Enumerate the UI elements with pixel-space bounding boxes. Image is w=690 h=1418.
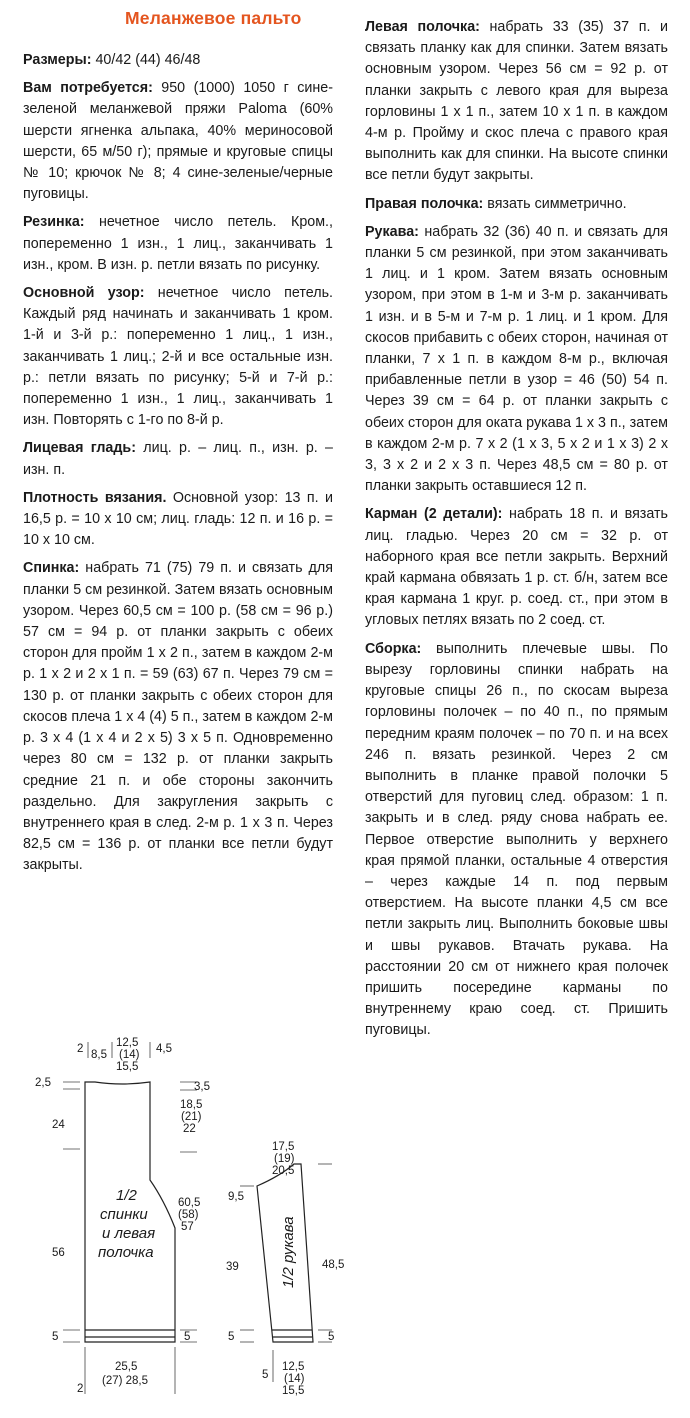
dim-label: 3,5	[194, 1081, 210, 1093]
section-stockinette	[23, 438, 333, 480]
dim-label: 20,5	[272, 1165, 295, 1177]
dim-label: 12,5	[282, 1361, 305, 1373]
section-text: лиц. р. – лиц. п., изн. р. – изн. п.	[23, 440, 333, 478]
dim-label: 56	[52, 1247, 65, 1259]
dim-label: 39	[226, 1261, 239, 1273]
section-gauge	[23, 488, 333, 552]
section-text: выполнить плечевые швы. По вырезу горловины спинки набрать на круговые спицы 26 п., по скосам выреза горловины полочек – по 40 п., по прямым передним краям полочек – по 70 п. и на всех 246 п. вязать резинкой. Через 2 см выполнить в планке правой полочки 5 отверстий для пуговиц след. образом: 1 п. закрыть и в след. ряду снова набрать ее. Первое отверстие выполнить у верхнего края прямой планки, остальные 4 отверстия – через каждые 14 п. под первым отверстием. На высоте планки 4,5 см все петли закрыть лиц. Выполнить боковые швы и швы рукавов. Втачать рукава. На расстоянии 20 см от нижнего края полочек пришить посередине карманы по внутреннему краю соед. ст. Пришить пуговицы.	[365, 640, 668, 1039]
section-text: вязать симметрично.	[483, 195, 627, 212]
dim-label: 5	[262, 1369, 269, 1381]
dim-label: (19)	[274, 1153, 295, 1165]
section-sleeves	[365, 222, 668, 498]
dim-label: 5	[184, 1331, 191, 1343]
section-heading: Плотность вязания.	[23, 489, 167, 506]
left-column	[23, 50, 333, 884]
dim-label: (58)	[178, 1209, 199, 1221]
dim-label: (27) 28,5	[102, 1375, 149, 1387]
dim-label: 5	[52, 1331, 59, 1343]
section-sizes	[23, 50, 333, 71]
dim-label: 2	[77, 1043, 84, 1055]
dim-label: 5	[328, 1331, 335, 1343]
dim-label: 48,5	[322, 1259, 345, 1271]
body-dimension-lines	[63, 1042, 197, 1394]
pattern-label: спинки	[100, 1206, 148, 1223]
section-text: набрать 33 (35) 37 п. и связать планку как для спинки. Затем вязать основным узором. Через 56 см = 92 р. от планки закрыть с левого края для выреза горловины 1 х 1 п., затем 10 х 1 п. в каждом 4-м р. Пройму и скос плеча с правого края выполнить как для спинки. На высоте спинки все петли будут закрыты.	[365, 19, 668, 184]
pattern-label: 1/2	[116, 1187, 137, 1204]
dim-label: (21)	[181, 1111, 202, 1123]
section-heading: Размеры:	[23, 52, 92, 68]
section-heading: Резинка:	[23, 214, 85, 231]
dim-label: 9,5	[228, 1191, 244, 1203]
section-assembly	[365, 639, 668, 1042]
body-pattern-shape	[85, 1082, 175, 1342]
section-heading: Правая полочка:	[365, 195, 484, 212]
section-rib	[23, 212, 333, 276]
section-heading: Левая полочка:	[365, 19, 480, 35]
dim-label: 15,5	[282, 1385, 305, 1397]
section-text: набрать 32 (36) 40 п. и связать для планки 5 см резинкой, при этом заканчивать 1 лиц. и 1 кром. Затем вязать основным узором, при этом в 1-м и 3-м р. заканчивать 1 изн. и в 5-м и 7-м р. 1 лиц. и 1 кром. Для скосов прибавить с обеих сторон, начиная от планки, 7 х 1 п. в каждом 8-м р., включая прибавленные петли в узор = 46 (50) 54 п. Через 39 см = 64 р. от планки закрыть с обеих сторон для оката рукава 1 х 3 п., затем в каждом 2-м р. 7 х 2 (1 х 3, 5 х 2 и 1 х 3) 2 х 3, 3 х 2 и 2 х 3 п. Через 48,5 см = 80 р. от планки закрыть оставшиеся 12 п.	[365, 223, 668, 495]
dim-label: (14)	[284, 1373, 305, 1385]
sleeve-pattern-labels	[226, 1141, 344, 1397]
article-title: Меланжевое пальто	[125, 8, 302, 28]
dim-label: 24	[52, 1119, 65, 1131]
dim-label: 15,5	[116, 1061, 139, 1073]
dim-label: 18,5	[180, 1099, 203, 1111]
section-materials	[23, 78, 333, 205]
section-text: набрать 71 (75) 79 п. и связать для планки 5 см резинкой. Затем вязать основным узором. Через 60,5 см = 100 р. (58 см = 96 р.) 57 см = 94 р. от планки закрыть с обеих сторон для пройм 1 х 2 п., затем в каждом 2-м р. 1 х 2 и 2 х 1 п. = 59 (63) 67 п. Через 79 см = 130 р. от планки закрыть с обеих сторон для скосов плеча 1 х 4 (4) 5 п., затем в каждом 2-м р. 3 х 4 (1 х 4 и 2 х 5) 3 х 5 п. Одновременно через 80 см = 132 р. от планки закрыть средние 21 п. и обе стороны закончить раздельно. Для закругления закрыть с внутреннего края в след. 2-м р. 1 х 3 п. Через 82,5 см = 136 р. от планки все петли будут закрыты.	[23, 560, 333, 874]
dim-label: 60,5	[178, 1197, 201, 1209]
sleeve-pattern-shape	[257, 1164, 313, 1342]
section-heading: Сборка:	[365, 640, 422, 657]
body-pattern-labels	[35, 1037, 210, 1395]
dim-label: 57	[181, 1221, 194, 1233]
section-heading: Спинка:	[23, 560, 80, 577]
section-heading: Рукава:	[365, 223, 419, 240]
section-text: набрать 18 п. и вязать лиц. гладью. Через 20 см = 32 р. от наборного края все петли закрыть. Верхний край кармана обвязать 1 р. ст. б/н, затем все края кармана 1 круг. р. соед. ст., при этом в угловых петлях вязать по 2 соед. ст.	[365, 506, 668, 629]
section-text: Основной узор: 13 п. и 16,5 р. = 10 х 10 см; лиц. гладь: 12 п. и 16 р. = 10 х 10 см.	[23, 489, 333, 549]
section-text: 40/42 (44) 46/48	[91, 52, 201, 68]
dim-label: 2,5	[35, 1077, 51, 1089]
pattern-label: полочка	[98, 1244, 154, 1261]
section-pocket	[365, 504, 668, 631]
dim-label: 25,5	[115, 1361, 138, 1373]
section-left-front	[365, 17, 668, 187]
dim-label: 4,5	[156, 1043, 172, 1055]
dim-label: (14)	[119, 1049, 140, 1061]
section-text: нечетное число петель. Кром., попеременно 1 изн., 1 лиц., заканчивать 1 изн., кром. В изн. р. петли вязать по рисунку.	[23, 214, 333, 273]
section-right-front	[365, 194, 668, 215]
section-heading: Карман (2 детали):	[365, 506, 503, 523]
dim-label: 5	[228, 1331, 235, 1343]
dim-label: 22	[183, 1123, 196, 1135]
section-text: нечетное число петель. Каждый ряд начинать и заканчивать 1 кром. 1-й и 3-й р.: попеременно 1 лиц., 1 изн., заканчивать 1 лиц.; 2-й и все остальные изн. р.: петли вязать по рисунку; 5-й и 7-й р.: попеременно 1 изн., 1 лиц., заканчивать 1 изн. Повторять с 1-го по 8-й р.	[23, 285, 333, 429]
pattern-label: 1/2 рукава	[280, 1216, 297, 1288]
section-heading: Вам потребуется:	[23, 80, 153, 97]
dim-label: 2	[77, 1383, 84, 1395]
section-back	[23, 558, 333, 876]
pattern-label: и левая	[102, 1225, 156, 1242]
section-main-pattern	[23, 283, 333, 431]
dim-label: 8,5	[91, 1049, 107, 1061]
section-text: 950 (1000) 1050 г сине-зеленой меланжевой пряжи Paloma (60% шерсти ягненка альпака, 40% мериносовой шерсти, 65 м/50 г); прямые и круговые спицы № 10; крючок № 8; 4 сине-зеленые/черные пуговицы.	[23, 80, 333, 203]
dim-label: 17,5	[272, 1141, 295, 1153]
section-heading: Основной узор:	[23, 285, 145, 302]
right-column	[365, 17, 668, 1049]
section-heading: Лицевая гладь:	[23, 440, 136, 457]
dim-label: 12,5	[116, 1037, 139, 1049]
